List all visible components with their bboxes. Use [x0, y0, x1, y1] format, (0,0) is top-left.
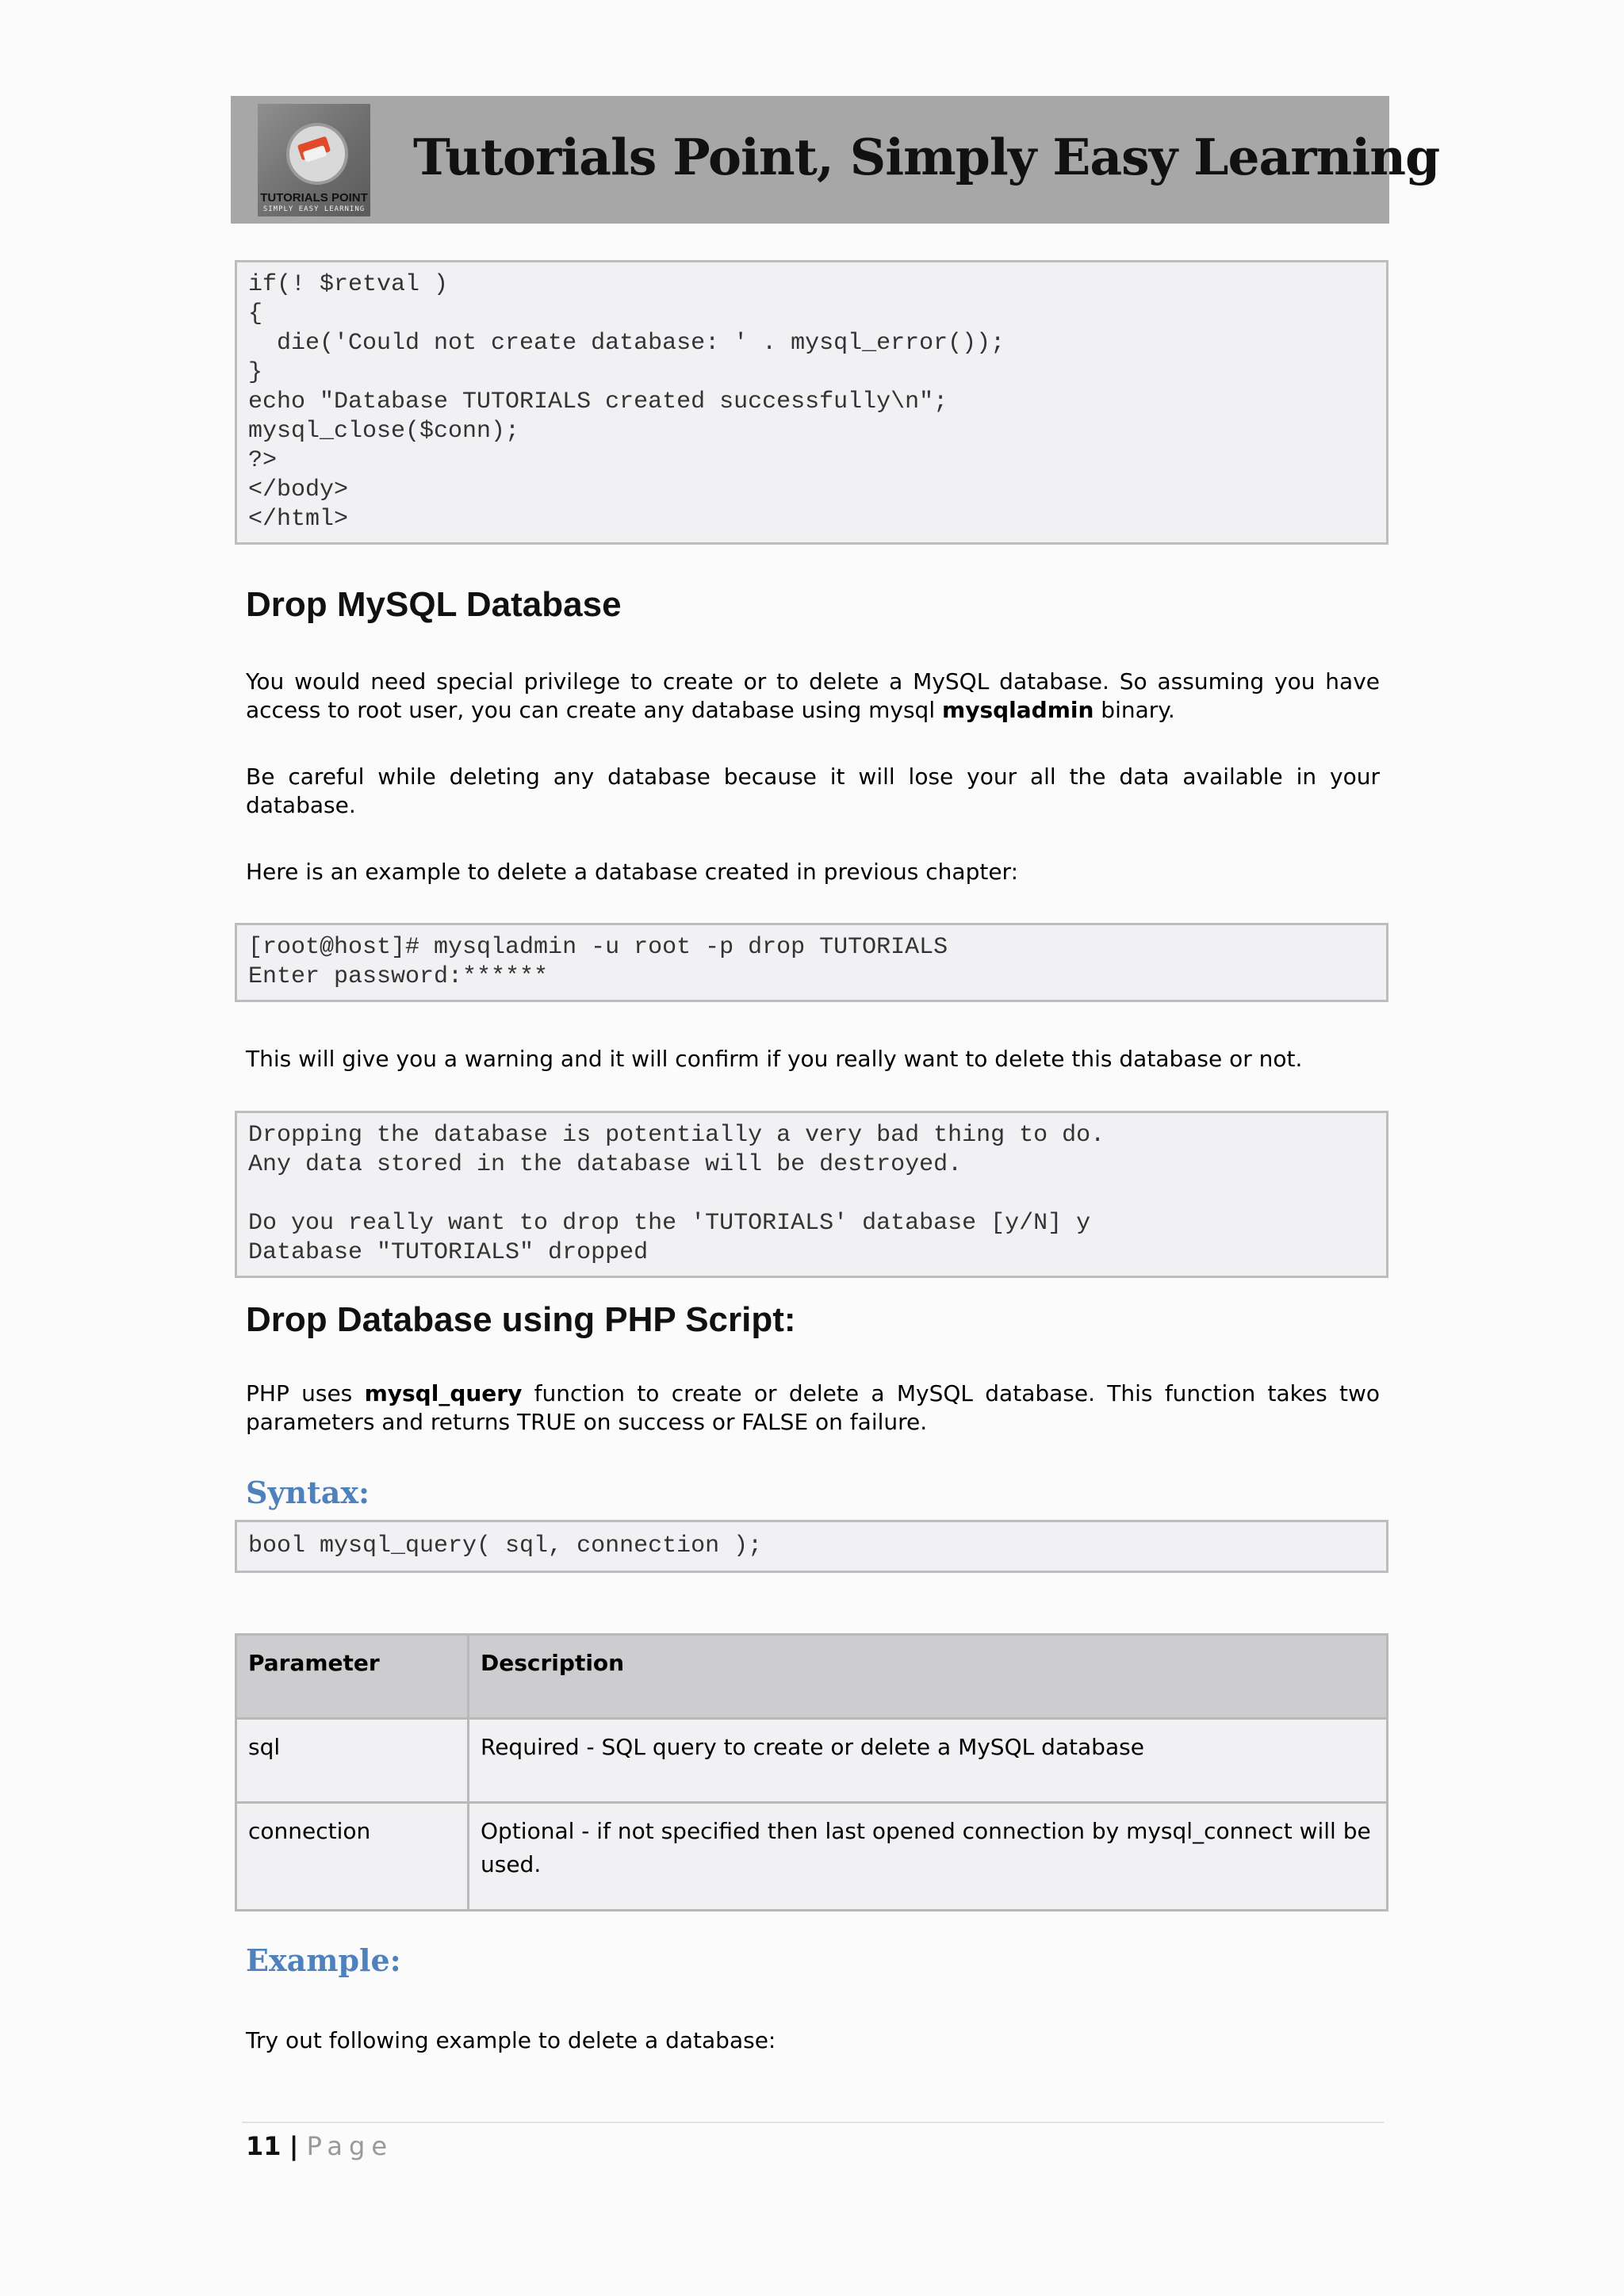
paragraph-privilege: You would need special privilege to create or to delete a MySQL database. So assuming you have access to root user, you can create any database using mysql mysqladmin binary.	[246, 668, 1380, 723]
paragraph-careful: Be careful while deleting any database because it will lose your all the data available in your database.	[246, 763, 1380, 818]
table-cell-parameter: connection	[236, 1803, 469, 1911]
heading-drop-database-php: Drop Database using PHP Script:	[246, 1300, 796, 1339]
table-cell-description: Optional - if not specified then last opened connection by mysql_connect will be used.	[469, 1803, 1388, 1911]
paragraph-mysql-query: PHP uses mysql_query function to create or delete a MySQL database. This function takes two parameters and returns TRUE on success or FALSE on failure.	[246, 1380, 1380, 1435]
logo-tagline: SIMPLY EASY LEARNING	[262, 205, 366, 213]
code-text: [root@host]# mysqladmin -u root -p drop TUTORIALS Enter password:******	[248, 934, 948, 990]
page-number: 11	[246, 2131, 282, 2161]
table-header-parameter: Parameter	[236, 1635, 469, 1719]
parameters-table	[235, 1633, 1388, 1911]
paragraph-example-intro: Here is an example to delete a database created in previous chapter:	[246, 859, 1019, 885]
mysqladmin-bold: mysqladmin	[942, 697, 1094, 723]
code-block-syntax	[235, 1520, 1388, 1573]
code-text: if(! $retval ) { die('Could not create database: ' . mysql_error()); } echo "Database TUTORIALS created successfully\n"; mysql_close($conn); ?> </body> </html>	[248, 271, 1005, 533]
table-header-row	[236, 1635, 1388, 1719]
code-text: bool mysql_query( sql, connection );	[248, 1533, 763, 1559]
page-word: Page	[306, 2131, 394, 2161]
table-row	[236, 1719, 1388, 1803]
code-block-php-end	[235, 260, 1388, 545]
page-header	[231, 96, 1440, 224]
table-cell-description: Required - SQL query to create or delete a MySQL database	[469, 1719, 1388, 1803]
paragraph-warning: This will give you a warning and it will confirm if you really want to delete this database or not.	[246, 1046, 1303, 1072]
heading-example: Example:	[246, 1942, 401, 1978]
code-text: Dropping the database is potentially a very bad thing to do. Any data stored in the database will be destroyed. Do you really want to drop the 'TUTORIALS' database [y/N] y Database "TUTORIALS" dropped	[248, 1122, 1105, 1266]
table-row	[236, 1803, 1388, 1911]
table-header-description: Description	[469, 1635, 1388, 1719]
footer-separator: |	[289, 2131, 299, 2161]
page-footer	[246, 2131, 393, 2161]
mysql-query-bold: mysql_query	[364, 1380, 523, 1406]
code-block-drop-output	[235, 1111, 1388, 1278]
footer-divider	[242, 2122, 1384, 2123]
heading-drop-mysql-database: Drop MySQL Database	[246, 585, 622, 624]
code-block-mysqladmin	[235, 923, 1388, 1002]
tutorials-point-logo	[258, 104, 370, 216]
table-cell-parameter: sql	[236, 1719, 469, 1803]
header-title: Tutorials Point, Simply Easy Learning	[413, 128, 1440, 186]
heading-syntax: Syntax:	[246, 1475, 370, 1510]
logo-brand-text: TUTORIALS POINT	[260, 191, 368, 205]
paragraph-try-example: Try out following example to delete a database:	[246, 2027, 776, 2053]
